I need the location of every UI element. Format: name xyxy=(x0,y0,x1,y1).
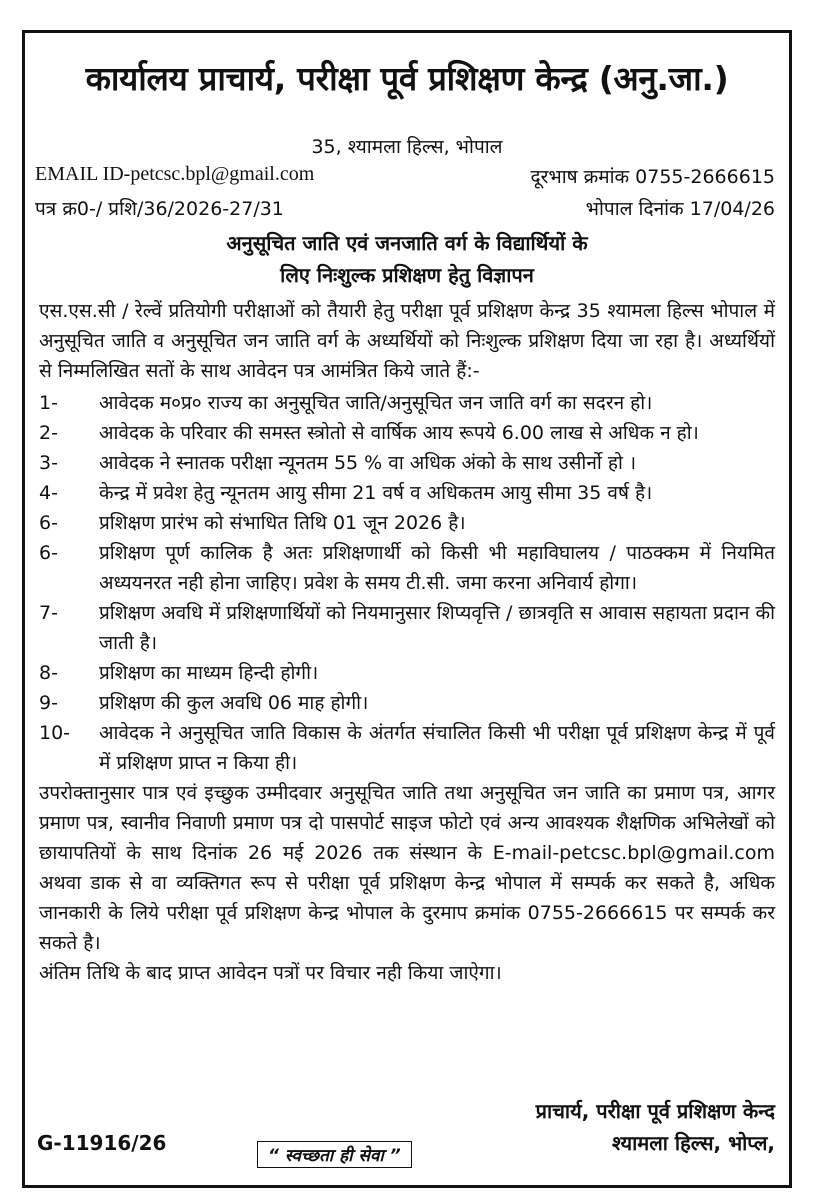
condition-number: 10- xyxy=(39,722,71,744)
condition-text: आवेदक ने अनुसूचित जाति विकास के अंतर्गत संचालित किसी भी परीक्षा पूर्व प्रशिक्षण केन्द्र में पूर्व में प्रशिक्षण प्राप्त न किया ही। xyxy=(99,722,775,774)
condition-item xyxy=(39,508,775,538)
condition-number: 9- xyxy=(39,692,58,714)
condition-number: 2- xyxy=(39,422,58,444)
condition-item xyxy=(39,598,775,658)
condition-item xyxy=(39,388,775,418)
condition-number: 7- xyxy=(39,602,58,624)
condition-number: 8- xyxy=(39,662,58,684)
letter-number: पत्र क्र0-/ प्रशि/36/2026-27/31 xyxy=(35,198,284,220)
condition-text: प्रशिक्षण प्रारंभ को संभाधित तिथि 01 जून 2026 है। xyxy=(99,512,466,534)
condition-item xyxy=(39,448,775,478)
condition-text: आवेदक ने स्नातक परीक्षा न्यूनतम 55 % वा अधिक अंको के साथ उसीर्नो हो । xyxy=(99,452,637,474)
notice-body xyxy=(39,296,775,988)
signature-designation: प्राचार्य, परीक्षा पूर्व प्रशिक्षण केन्द xyxy=(535,1099,775,1123)
condition-text: प्रशिक्षण का माध्यम हिन्दी होगी। xyxy=(99,662,319,684)
condition-number: 6- xyxy=(39,542,58,564)
advertisement-notice xyxy=(22,30,792,1188)
final-note: अंतिम तिथि के बाद प्राप्त आवेदन पत्रों पर विचार नही किया जाऐगा। xyxy=(39,962,502,984)
condition-text: प्रशिक्षण पूर्ण कालिक है अतः प्रशिक्षणार्थी को किसी भी महाविघालय / पाठक्कम में नियमित अध्ययनरत नही होना जाहिए। प्रवेश के समय टी.सी. जमा करना अनिवार्य होगा। xyxy=(99,542,775,594)
condition-text: आवेदक के परिवार की समस्त स्त्रोतो से वार्षिक आय रूपये 6.00 लाख से अधिक न हो। xyxy=(99,422,699,444)
signature-location: श्यामला हिल्स, भोप्ल, xyxy=(611,1131,775,1155)
phone-number: दूरभाष क्रमांक 0755-2666615 xyxy=(530,166,775,188)
condition-number: 4- xyxy=(39,482,58,504)
advertisement-code: G-11916/26 xyxy=(37,1131,167,1155)
condition-text: आवेदक म०प्र० राज्य का अनुसूचित जाति/अनुसूचित जन जाति वर्ग का सदरन हो। xyxy=(99,392,653,414)
conditions-list xyxy=(39,388,775,778)
reference-row xyxy=(35,195,775,221)
condition-item xyxy=(39,688,775,718)
condition-number: 1- xyxy=(39,392,58,414)
condition-item xyxy=(39,658,775,688)
condition-item xyxy=(39,478,775,508)
office-title: कार्यालय प्राचार्य, परीक्षा पूर्व प्रशिक्षण केन्द्र (अनु.जा.) xyxy=(85,59,729,98)
condition-text: प्रशिक्षण अवधि में प्रशिक्षणार्थियों को नियमानुसार शिप्यवृत्ति / छात्रवृति स आवास सहायता प्रदान की जाती है। xyxy=(99,602,775,654)
slogan-badge: “ स्वच्छता ही सेवा ” xyxy=(257,1141,412,1168)
email-id: EMAIL ID-petcsc.bpl@gmail.com xyxy=(35,163,315,185)
condition-item xyxy=(39,538,775,598)
condition-item xyxy=(39,418,775,448)
office-address: 35, श्यामला हिल्स, भोपाल xyxy=(311,136,503,158)
contact-row xyxy=(35,163,775,189)
condition-text: प्रशिक्षण की कुल अवधि 06 माह होगी। xyxy=(99,692,369,714)
notice-heading-line1: अनुसूचित जाति एवं जनजाति वर्ग के विद्यार्थियों के xyxy=(226,231,588,255)
issue-date: भोपाल दिनांक 17/04/26 xyxy=(585,198,775,220)
notice-heading-line2: लिए निःशुल्क प्रशिक्षण हेतु विज्ञापन xyxy=(280,263,534,287)
condition-text: केन्द्र में प्रवेश हेतु न्यूनतम आयु सीमा 21 वर्ष व अधिकतम आयु सीमा 35 वर्ष है। xyxy=(99,482,653,504)
condition-item xyxy=(39,718,775,778)
signature-block xyxy=(536,1095,775,1159)
condition-number: 6- xyxy=(39,512,58,534)
intro-paragraph: एस.एस.सी / रेल्वें प्रतियोगी परीक्षाओं को तैयारी हेतु परीक्षा पूर्व प्रशिक्षण केन्द्र 35 श्यामला हिल्स भोपाल में अनुसूचित जाति व अनुसूचित जन जाति वर्ग के अध्यर्थियों को निःशुल्क प्रशिक्षण दिया जा रहा है। अध्यर्थियों से निम्मलिखित सतों के साथ आवेदन पत्र आमंत्रित किये जाते हैं:- xyxy=(39,300,775,382)
closing-paragraph: उपरोक्तानुसार पात्र एवं इच्छुक उम्मीदवार अनुसूचित जाति तथा अनुसूचित जन जाति का प्रमाण पत्र, आगर प्रमाण पत्र, स्वानीव निवाणी प्रमाण पत्र दो पासपोर्ट साइज फोटो एवं अन्य आवश्यक शैक्षणिक अभिलेखों को छायापतियों के साथ दिनांक 26 मई 2026 तक संस्थान के E-mail-petcsc.bpl@gmail.com अथवा डाक से वा व्यक्तिगत रूप से परीक्षा पूर्व प्रशिक्षण केन्द्र भोपाल में सम्पर्क कर सकते है, अधिक जानकारी के लिये परीक्षा पूर्व प्रशिक्षण केन्द्र भोपाल के दुरमाप क्रमांक 0755-2666615 पर सम्पर्क कर सकते है। xyxy=(39,782,775,954)
condition-number: 3- xyxy=(39,452,58,474)
